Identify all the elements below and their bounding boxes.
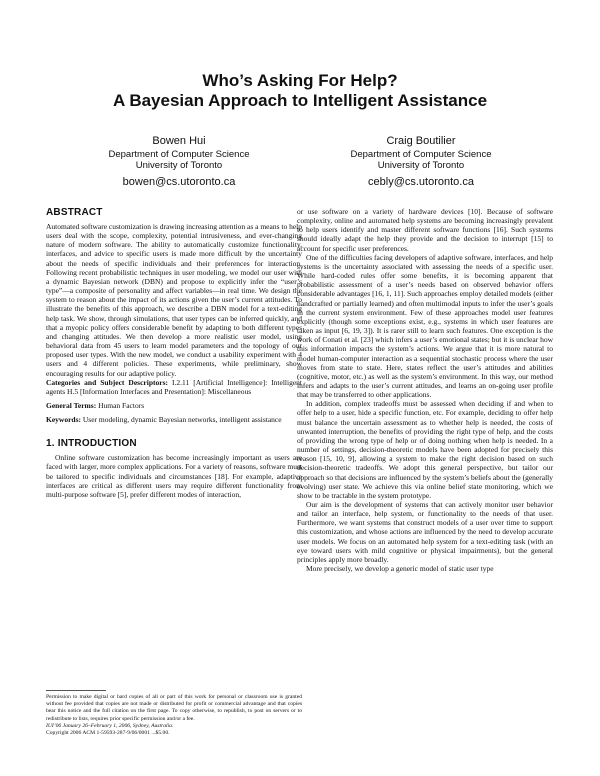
keywords-line bbox=[46, 415, 302, 424]
keywords-text: User modeling, dynamic Bayesian networks, intelligent assistance bbox=[81, 415, 282, 425]
copyright-footnote bbox=[46, 694, 302, 737]
general-terms-label: General Terms: bbox=[46, 400, 97, 410]
author-university: University of Toronto bbox=[377, 160, 465, 171]
venue-text: IUI’06 January 26–February 1, 2006, Sydney, Australia. bbox=[46, 722, 174, 729]
left-column bbox=[46, 207, 302, 499]
introduction-heading: 1. INTRODUCTION bbox=[46, 438, 137, 450]
author-university: University of Toronto bbox=[135, 160, 223, 171]
author-name: Craig Boutilier bbox=[386, 135, 456, 147]
paper-title-line2: A Bayesian Approach to Intelligent Assistance bbox=[112, 91, 488, 110]
author-block-2 bbox=[291, 134, 551, 189]
right-column bbox=[297, 207, 553, 573]
general-terms-line bbox=[46, 401, 302, 410]
author-block-1 bbox=[49, 134, 309, 189]
body-paragraph: In addition, complex tradeoffs must be assessed when deciding if and when to offer help to a user, hide a specific function, etc. For example, deciding to offer help must balance the uncertain assessment as to whether help is needed, the costs of unwanted interruption, the benefits of providing the right type of help, and the costs of providing the wrong type of help or of doing nothing when help is needed. In a number of settings, decision-theoretic models have been adopted for precisely this reason [15, 10, 9], allowing a system to make the right decision based on such decision-theoretic tradeoffs. We adopt this general perspective, but tailor our approach so that decisions are influenced by the system’s beliefs about the (generally evolving) user state. We achieve this via online belief state monitoring, which we show to be tractable in the system prototype. bbox=[297, 399, 553, 500]
introduction-paragraph: Online software customization has become increasingly important as users are faced with larger, more complex applications. For a variety of reasons, software must be tailored to specific individuals and circumstances [18]. For example, adaptive interfaces are critical as different users may require different functionality from multi-purpose software [5], prefer different modes of interaction, bbox=[46, 453, 302, 499]
categories-line bbox=[46, 378, 302, 396]
author-email: cebly@cs.utoronto.ca bbox=[368, 176, 474, 188]
paper-title-line1: Who’s Asking For Help? bbox=[202, 71, 398, 90]
abstract-heading: ABSTRACT bbox=[46, 207, 103, 218]
permission-text: Permission to make digital or hard copies of all or part of this work for personal or classroom use is granted without fee provided that copies are not made or distributed for profit or commercial advantage and that copies bear this notice and the full citation on the first page. To copy otherwise, to republish, to post on servers or to redistribute to lists, requires prior specific permission and/or a fee. bbox=[46, 694, 302, 722]
body-paragraph: One of the difficulties facing developers of adaptive software, interfaces, and help systems is the uncertainty associated with assessing the needs of a specific user. While hard-coded rules offer some benefits, it is becoming apparent that probabilistic assessment of a user’s needs based on observed behavior offers considerable advantages [16, 1, 11]. Such approaches employ detailed models (either handcrafted or partially learned) and often multimodal inputs to infer the user’s goals in the current system environment. Few of these approaches model user features explicitly (though some exceptions exist, e.g., systems in which user features are taken as input [6, 19, 3]). It is rarer still to learn such features. One exception is the work of Conati et al. [23] which infers a user’s emotional states; but it is unclear how this information impacts the system’s actions. We argue that it is more natural to model human-computer interaction as a sequential stochastic process where the user moves from state to state. Here, states reflect the user’s attitudes and abilities (cognitive, motor, etc.) as well as the system’s environment. In this way, our method infers and adapts to the user’s current attitudes, and learns an on-going user profile that may be transferred to other applications. bbox=[297, 252, 553, 400]
body-paragraph: More precisely, we develop a generic model of static user type bbox=[306, 564, 494, 574]
body-paragraph: Our aim is the development of systems that can actively monitor user behavior and tailor an interface, help system, or functionality to the needs of that user. Furthermore, we want systems that construct models of a user over time to support this customization, and whose actions are influenced by the need to develop accurate user models. We focus on an automated help system for a text-editing task (with an eye toward users with mild cognitive or physical impairments), but the general principles apply more broadly. bbox=[297, 500, 553, 564]
copyright-text: Copyright 2006 ACM 1-59593-287-9/06/0001 ...$5.00. bbox=[46, 730, 170, 737]
categories-label: Categories and Subject Descriptors: bbox=[46, 377, 168, 387]
general-terms-text: Human Factors bbox=[96, 400, 145, 410]
body-paragraph: or use software on a variety of hardware devices [10]. Because of software complexity, online and automated help systems are becoming increasingly prevalent to help users identify and master different software functions [16]. Such systems should ideally adapt the help they provide and the decision to interrupt [15] to account for specific user preferences. bbox=[297, 207, 553, 253]
footnote-rule bbox=[46, 690, 106, 691]
author-department: Department of Computer Science bbox=[108, 149, 250, 160]
keywords-label: Keywords: bbox=[46, 415, 81, 425]
author-email: bowen@cs.utoronto.ca bbox=[122, 176, 236, 188]
abstract-text: Automated software customization is drawing increasing attention as a means to help users deal with the scope, complexity, potential intrusiveness, and ever-changing nature of modern software. The ability to automatically customize functionality, interfaces, and advice to specific users is made more difficult by the uncertainty about the needs of specific individuals and their preferences for interaction. Following recent probabilistic techniques in user modeling, we model our user with a dynamic Bayesian network (DBN) and propose to explicitly infer the “user’s type”—a composite of personality and affect variables—in real time. We design the system to reason about the impact of its actions given the user’s current attitudes. To illustrate the benefits of this approach, we describe a DBN model for a text-editing help task. We show, through simulations, that user types can be inferred quickly, and that a myopic policy offers considerable benefit by adapting to both different types and changing attitudes. We then develop a more realistic user model, using behavioral data from 45 users to learn model parameters and the topology of our proposed user types. With the new model, we conduct a usability experiment with 4 users and 4 different policies. These experiments, while preliminary, show encouraging results for our adaptive policy. bbox=[46, 222, 302, 378]
categories-text: I.2.11 [Artificial Intelligence]: Intelligent agents H.5 [Information Interfaces and Presentation]: Miscellaneous bbox=[46, 377, 302, 396]
author-department: Department of Computer Science bbox=[350, 149, 492, 160]
author-name: Bowen Hui bbox=[152, 135, 206, 147]
